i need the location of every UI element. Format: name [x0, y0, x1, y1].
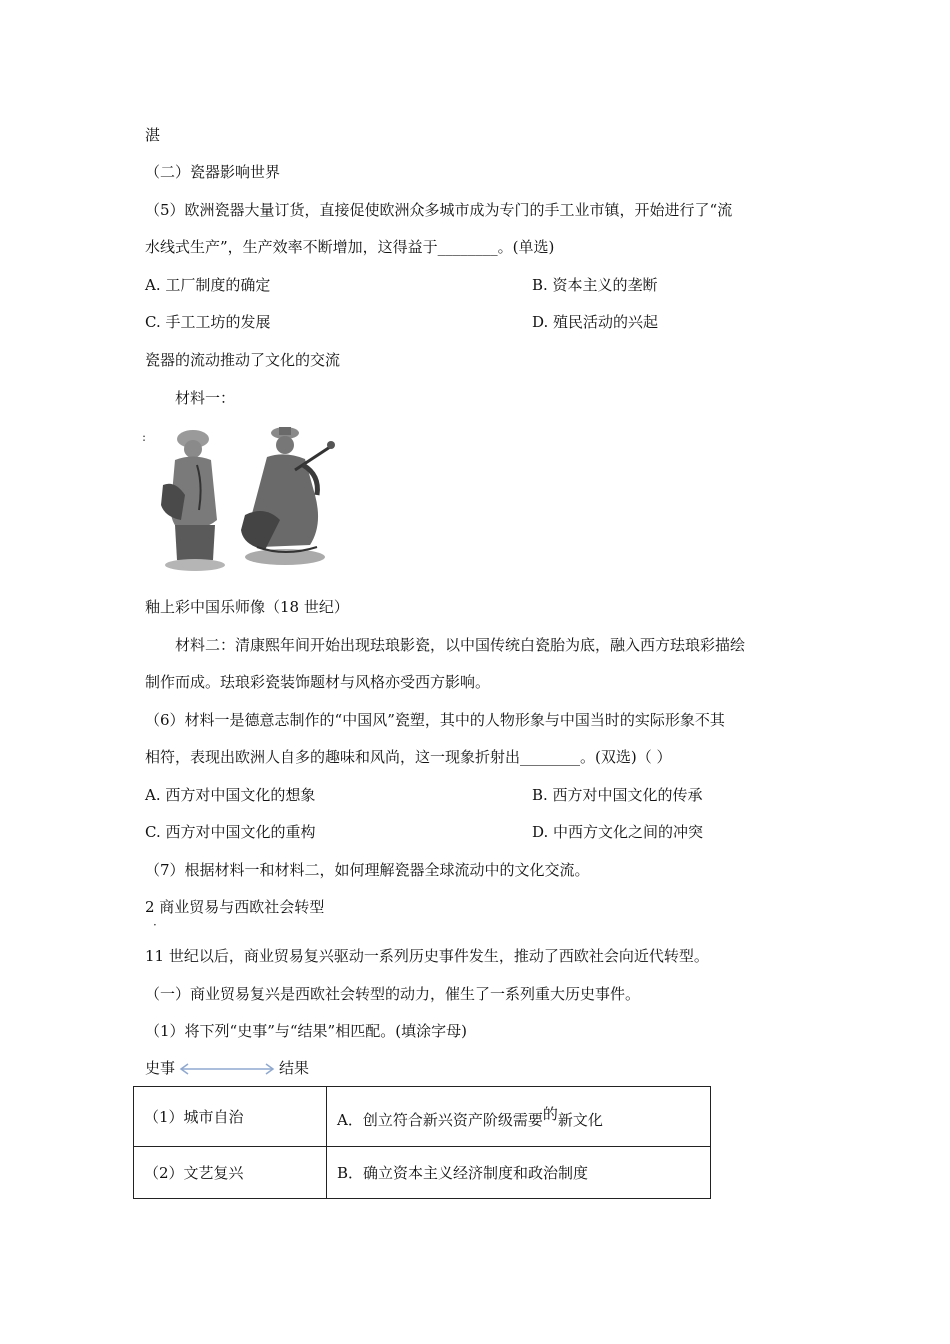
question-5-line-1: （5）欧洲瓷器大量订货，直接促使欧洲众多城市成为专门的手工业市镇，开始进行了“流 [145, 201, 733, 219]
question-1: （1）将下列“史事”与“结果”相匹配。(填涂字母) [145, 1022, 467, 1040]
q5-option-c: C. 手工工坊的发展 [145, 313, 271, 331]
text-line: 湛 [145, 126, 161, 144]
material-1-label: 材料一： [175, 389, 236, 407]
material-2-line-2: 制作而成。珐琅彩瓷装饰题材与风格亦受西方影响。 [145, 673, 491, 691]
porcelain-figures-image [145, 425, 345, 575]
question-7: （7）根据材料一和材料二，如何理解瓷器全球流动中的文化交流。 [145, 861, 590, 879]
match-right-label: 结果 [279, 1059, 310, 1077]
result-cell: A．创立符合新兴资产阶级需要的新文化 [327, 1087, 711, 1147]
table-row [134, 1147, 711, 1199]
q5-option-a: A. 工厂制度的确定 [145, 276, 271, 294]
match-table [133, 1086, 711, 1199]
material-2-line-1: 材料二：清康熙年间开始出现珐琅影瓷，以中国传统白瓷胎为底，融入西方珐琅彩描绘 [175, 636, 746, 654]
intro-paragraph: 11 世纪以后，商业贸易复兴驱动一系列历史事件发生，推动了西欧社会向近代转型。 [145, 947, 709, 965]
question-6-line-1: （6）材料一是德意志制作的“中国风”瓷塑，其中的人物形象与中国当时的实际形象不其 [145, 711, 725, 729]
section-heading: （二）瓷器影响世界 [145, 163, 281, 181]
margin-dot: · [153, 918, 157, 932]
q6-option-a: A. 西方对中国文化的想象 [145, 786, 316, 804]
double-arrow-icon [178, 1063, 276, 1075]
section-heading-1: （一）商业贸易复兴是西欧社会转型的动力，催生了一系列重大历史事件。 [145, 985, 641, 1003]
match-header [145, 1058, 309, 1078]
q6-option-c: C. 西方对中国文化的重构 [145, 823, 316, 841]
q6-option-d: D. 中西方文化之间的冲突 [532, 823, 704, 841]
part-2-title: 2 商业贸易与西欧社会转型 [145, 898, 325, 916]
q5-option-b: B. 资本主义的垄断 [532, 276, 658, 294]
q5-option-d: D. 殖民活动的兴起 [532, 313, 659, 331]
event-cell: （1）城市自治 [134, 1087, 327, 1147]
event-cell: （2）文艺复兴 [134, 1147, 327, 1199]
margin-mark: : [142, 430, 147, 444]
question-5-line-2: 水线式生产”，生产效率不断增加，这得益于________。(单选) [145, 238, 555, 256]
q6-option-b: B. 西方对中国文化的传承 [532, 786, 703, 804]
question-6-line-2: 相符，表现出欧洲人自多的趣味和风尚，这一现象折射出________。(双选)（ ） [145, 748, 672, 766]
figure-left [161, 430, 225, 571]
figure-caption: 釉上彩中国乐师像（18 世纪） [145, 598, 349, 616]
subheading: 瓷器的流动推动了文化的交流 [145, 351, 341, 369]
result-cell: B．确立资本主义经济制度和政治制度 [327, 1147, 711, 1199]
match-left-label: 史事 [145, 1059, 176, 1077]
table-row [134, 1087, 711, 1147]
figure-right [241, 427, 335, 565]
